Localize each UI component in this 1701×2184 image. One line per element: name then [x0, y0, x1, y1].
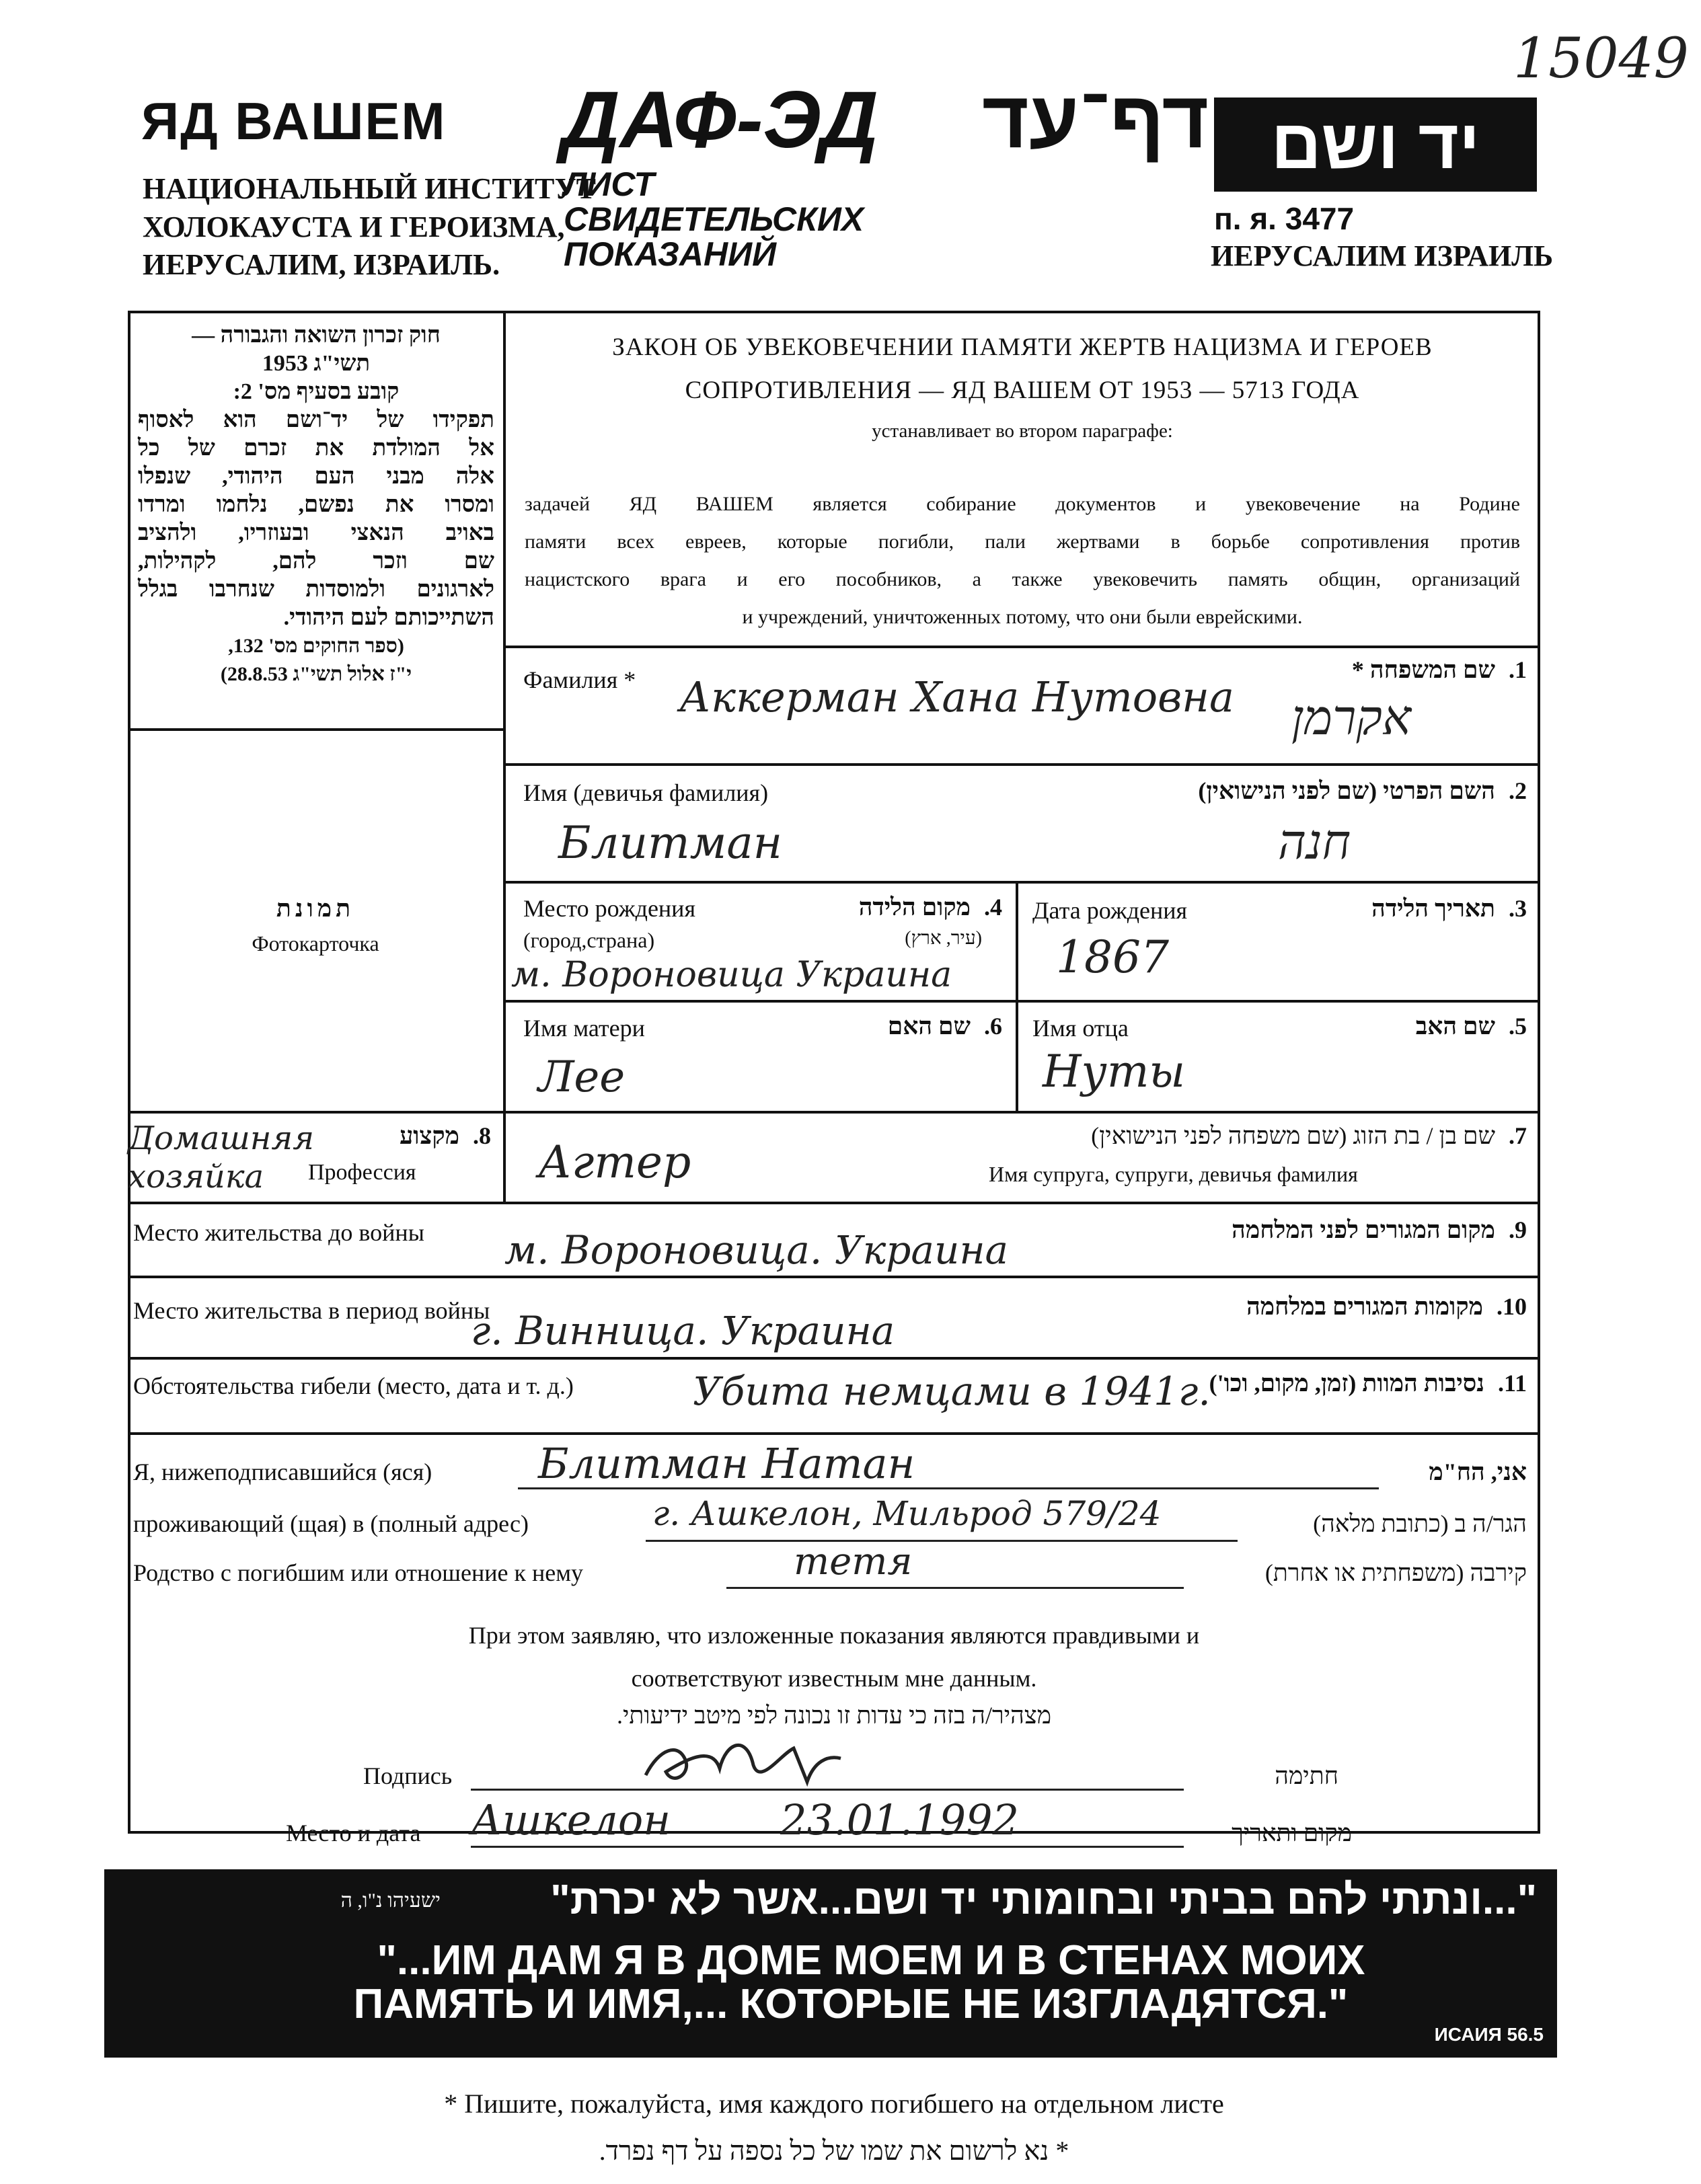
field5-label-ru: Имя отца [1032, 1015, 1129, 1042]
row-line [503, 763, 1540, 766]
witness-addr-label-ru: проживающий (щая) в (полный адрес) [133, 1510, 529, 1537]
signature-scribble [632, 1728, 847, 1795]
place-date-label-he: מקום ותאריך [1232, 1820, 1352, 1846]
field9-num: 9. [1509, 1216, 1527, 1243]
row-line [128, 1276, 1540, 1278]
field7-value[interactable]: Агтер [538, 1136, 691, 1188]
field4-label-ru: Место рождения [523, 895, 696, 922]
law-he-line: אל המולדת את זכרם של כל [138, 436, 494, 461]
witness-rel-label-ru: Родство с погибшим или отношение к нему [133, 1559, 583, 1586]
photo-label-ru: Фотокарточка [252, 931, 379, 956]
field11-label-ru: Обстоятельства гибели (место, дата и т. д.) [133, 1372, 574, 1399]
form-title-ru: ДАФ-ЭД [562, 75, 878, 165]
field6-label-he [773, 1012, 1002, 1040]
law-ru-body-line: памяти всех евреев, которые погибли, пали жертвами в борьбе сопротивления против [525, 531, 1520, 553]
field5-num: 5. [1509, 1013, 1527, 1040]
field2-he: השם הפרטי (שם לפני הנישואין) [1198, 777, 1495, 804]
form-sub-1: ЛИСТ [564, 165, 655, 203]
law-he-line: אלה מבני העם היהודי, שנפלו [138, 464, 494, 489]
field10-value[interactable]: г. Винница. Украина [471, 1308, 895, 1354]
law-he-line: השתייכותם לעם היהודי. [283, 605, 494, 630]
footer-ru: * Пишите, пожалуйста, имя каждого погибшего на отдельном листе [444, 2089, 1224, 2119]
field9-label-ru: Место жительства до войны [133, 1219, 424, 1246]
law-ru-title-line: СОПРОТИВЛЕНИЯ — ЯД ВАШЕМ ОТ 1953 — 5713 ГОДА [685, 377, 1360, 404]
law-he-line: קובע בסעיף מס' 2: [233, 379, 400, 404]
yad-vashem-logo [1214, 98, 1537, 192]
law-he-line: שם וזכר להם, לקהילות, [138, 549, 494, 574]
witness-rel-value[interactable]: тетя [794, 1540, 913, 1584]
field1-he: שם המשפחה * [1351, 656, 1495, 683]
field7-num: 7. [1509, 1122, 1527, 1149]
left-column-divider [503, 311, 506, 1111]
field6-num: 6. [984, 1013, 1002, 1040]
declaration-he: מצהיר/ה בזה כי עדות זו נכונה לפי מיטב ידיעותי. [616, 1702, 1052, 1729]
place-date-line [471, 1846, 1184, 1848]
po-box: п. я. 3477 [1214, 201, 1355, 236]
row-line [503, 646, 1540, 648]
law-ru-body [525, 485, 1520, 636]
org-line-2: ХОЛОКАУСТА И ГЕРОИЗМА, [143, 210, 565, 243]
date-value[interactable]: 23.01.1992 [780, 1795, 1019, 1844]
field5-he: שם האב [1415, 1013, 1495, 1040]
row-line [128, 1202, 1540, 1204]
field8-he: מקצוע [399, 1122, 459, 1149]
field3-label-he [1251, 894, 1527, 923]
row-line [128, 1357, 1540, 1360]
logo-text: יד ושם [1271, 106, 1480, 184]
field4-label-he [747, 893, 1002, 921]
field7-label-he [895, 1122, 1527, 1150]
field6-value[interactable]: Лее [538, 1052, 626, 1102]
witness-rel-line [726, 1587, 1184, 1589]
field4-label-he2: (עיר, ארץ) [905, 928, 982, 949]
form-title-he: דף־עד [982, 75, 1209, 165]
field4-num: 4. [984, 894, 1002, 921]
law-he-ref: י"ז אלול תשי"ג 28.8.53) [220, 663, 412, 685]
law-he-line: לארגונים ולמוסדות שנחרבו בגלל [138, 577, 494, 602]
row-line [128, 1432, 1540, 1435]
signature-label-ru: Подпись [363, 1762, 453, 1789]
field11-value[interactable]: Убита немцами в 1941г. [693, 1368, 1211, 1414]
witness-addr-label-he: הגר/ה ב (כתובת מלאה) [1313, 1510, 1527, 1537]
field9-value[interactable]: м. Вороновица. Украина [504, 1227, 1009, 1273]
field1-label-ru: Фамилия * [523, 666, 636, 693]
declaration-line: соответствуют известным мне данным. [631, 1665, 1037, 1692]
law-box-bottom [128, 728, 503, 731]
field3-value[interactable]: 1867 [1056, 931, 1169, 983]
field2-value[interactable]: Блитман [558, 817, 783, 869]
row-line [128, 1111, 1540, 1114]
quote-banner [104, 1869, 1557, 2058]
law-ru-subtitle: устанавливает во втором параграфе: [872, 420, 1173, 442]
field4-label-ru2: (город,страна) [523, 928, 655, 952]
witness-name-value[interactable]: Блитман Натан [538, 1439, 915, 1488]
field8-value-2[interactable]: хозяйка [128, 1158, 264, 1196]
field10-label-ru: Место жительства в период войны [133, 1297, 490, 1324]
law-ru-body-line: задачей ЯД ВАШЕМ является собирание документов и увековечение на Родине [525, 493, 1520, 515]
org-line-1: НАЦИОНАЛЬНЫЙ ИНСТИТУТ [143, 172, 596, 205]
field4-value[interactable]: м. Вороновица Украина [511, 955, 952, 995]
banner-he-line: "...ונתתי להם בביתי ובחומותי יד ושם...אשר לא יכרת" [550, 1877, 1537, 1923]
law-ru-body-line: нацистского врага и его пособников, а также увековечить память общин, организаций [525, 568, 1520, 590]
field5-value[interactable]: Нуты [1043, 1046, 1186, 1097]
field6-he: שם האם [887, 1013, 971, 1040]
field7-he: שם בן / בת הזוג (שם משפחה לפני הנישואין) [1091, 1122, 1495, 1149]
field1-value-he[interactable]: אקרמן [1291, 689, 1412, 746]
declaration-line: При этом заявляю, что изложенные показания являются правдивыми и [468, 1622, 1200, 1649]
law-he-line: תשי"ג 1953 [262, 351, 371, 376]
field2-label-he [1063, 777, 1527, 805]
field5-label-he [1278, 1012, 1527, 1040]
field1-num: 1. [1509, 656, 1527, 683]
banner-ref-he: ישעיהו נ"ו, ה [340, 1889, 441, 1912]
field8-label-ru: Профессия [308, 1160, 416, 1185]
law-he-line: תפקידו של יד־ושם הוא לאסוף [138, 407, 494, 432]
org-title: ЯД ВАШЕМ [141, 91, 447, 151]
place-date-label-ru: Место и дата [286, 1820, 421, 1846]
row-line [503, 881, 1540, 884]
field11-he: נסיבות המוות (זמן, מקום, וכו') [1209, 1370, 1484, 1397]
law-he-line: חוק זכרון השואה והגבורה — [192, 323, 441, 348]
banner-ru-line1: "...ИМ ДАМ Я В ДОМЕ МОЕМ И В СТЕНАХ МОИХ [377, 1937, 1365, 1984]
archive-number: 15049 [1513, 27, 1689, 91]
law-he-ref: (ספר החוקים מס' 132, [228, 635, 404, 657]
field3-he: תאריך הלידה [1371, 895, 1495, 922]
field8-value-1[interactable]: Домашняя [128, 1120, 314, 1157]
col-line [1016, 881, 1018, 1111]
place-value[interactable]: Ашкелон [471, 1795, 671, 1844]
field2-label-ru: Имя (девичья фамилия) [523, 779, 769, 806]
field8-num: 8. [473, 1122, 491, 1149]
law-he-line: ומסרו את נפשם, נלחמו ומרדו [138, 492, 494, 517]
witness-rel-label-he: קירבה (משפחתית או אחרת) [1264, 1559, 1527, 1586]
photo-label-he: תמונת [276, 895, 355, 922]
law-he-text [138, 321, 494, 689]
field3-num: 3. [1509, 895, 1527, 922]
footer-he: * נא לרשום את שמו של כל נספה על דף נפרד. [599, 2136, 1069, 2166]
banner-ru-line2: ПАМЯТЬ И ИМЯ,... КОТОРЫЕ НЕ ИЗГЛАДЯТСЯ." [353, 1981, 1349, 2027]
field6-label-ru: Имя матери [523, 1015, 645, 1042]
witness-addr-line [646, 1540, 1238, 1542]
law-ru-body-line: и учреждений, уничтоженных потому, что они были еврейскими. [742, 606, 1303, 628]
law-ru-title [511, 326, 1534, 412]
org-line-3: ИЕРУСАЛИМ, ИЗРАИЛЬ. [143, 248, 500, 281]
field2-value-he[interactable]: חנה [1278, 814, 1351, 870]
field7-label-ru: Имя супруга, супруги, девичья фамилия [989, 1162, 1358, 1186]
city-right: ИЕРУСАЛИМ ИЗРАИЛЬ [1211, 239, 1554, 272]
witness-addr-value[interactable]: г. Ашкелон, Мильрод 579/24 [652, 1494, 1162, 1533]
field10-num: 10. [1497, 1293, 1527, 1320]
col-line [503, 1111, 506, 1202]
form-sub-3: ПОКАЗАНИЙ [564, 235, 777, 273]
witness-name-label-ru: Я, нижеподписавшийся (яся) [133, 1458, 432, 1485]
field11-num: 11. [1497, 1370, 1527, 1397]
field2-num: 2. [1509, 777, 1527, 804]
field9-label-he [1009, 1216, 1527, 1244]
field9-he: מקום המגורים לפני המלחמה [1232, 1216, 1495, 1243]
field1-value[interactable]: Аккерман Хана Нутовна [679, 672, 1234, 722]
signature-label-he: חתימה [1275, 1762, 1338, 1789]
signature-mark[interactable] [632, 1728, 847, 1795]
field3-label-ru: Дата рождения [1032, 897, 1188, 924]
field10-he: מקומות המגורים במלחמה [1246, 1293, 1483, 1320]
law-he-line: באויב הנאצי ובעוזריו, ולהציב [138, 520, 494, 545]
field10-label-he [1009, 1292, 1527, 1321]
field4-he: מקום הלידה [858, 894, 971, 921]
form-sub-2: СВИДЕТЕЛЬСКИХ [564, 200, 864, 238]
witness-name-label-he: אני, הח"מ [1429, 1458, 1527, 1485]
field8-label-he [350, 1122, 491, 1150]
row-line [503, 1000, 1540, 1003]
declaration-ru [128, 1614, 1540, 1700]
banner-ru-ref: ИСАИЯ 56.5 [1434, 2024, 1544, 2045]
law-ru-title-line: ЗАКОН ОБ УВЕКОВЕЧЕНИИ ПАМЯТИ ЖЕРТВ НАЦИЗМА И ГЕРОЕВ [612, 334, 1433, 361]
